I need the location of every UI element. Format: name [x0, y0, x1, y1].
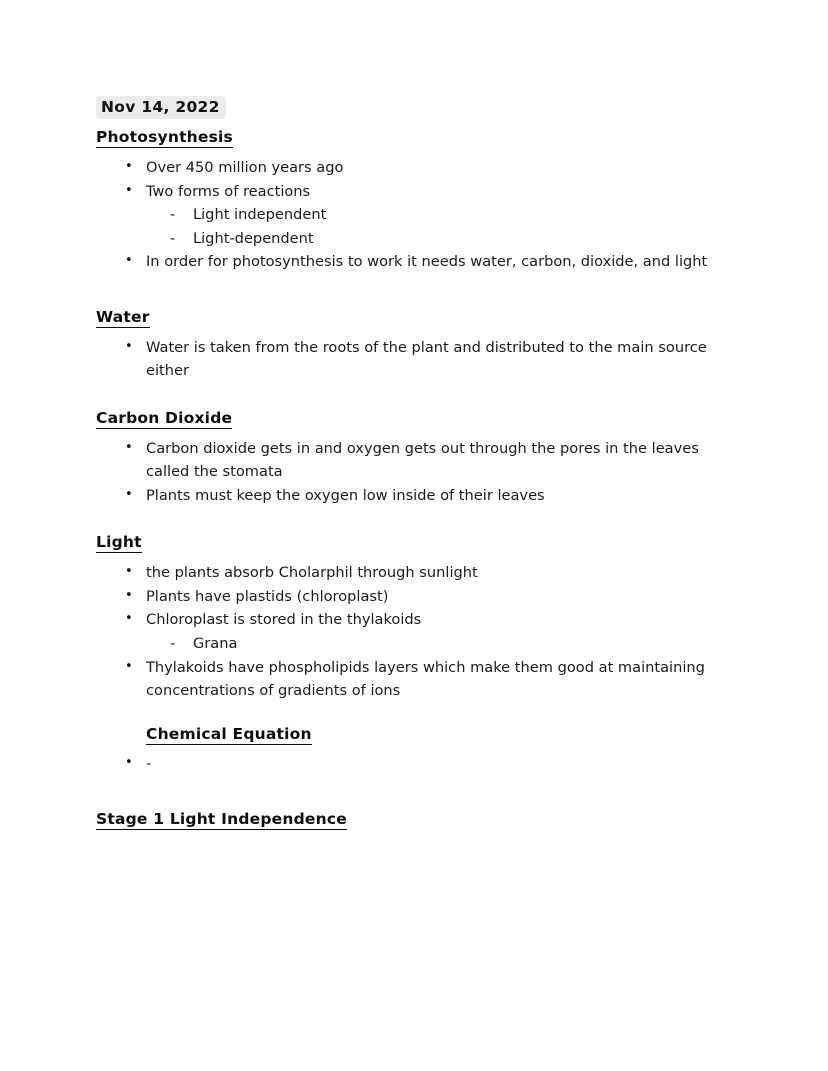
- list-item-text: -: [146, 755, 152, 773]
- sub-list-item: [96, 632, 732, 656]
- list-item-text: Two forms of reactions: [146, 182, 311, 200]
- list-item-text: Plants must keep the oxygen low inside of their leaves: [146, 486, 545, 504]
- sub-list-item: [96, 227, 732, 251]
- sub-list-photosynthesis: [96, 203, 732, 250]
- list-item-text: Over 450 million years ago: [146, 158, 344, 176]
- bullet-marker-icon: •: [125, 338, 133, 354]
- list-item-text: Thylakoids have phospholipids layers which make them good at maintaining concentrations of gradients of ions: [146, 658, 705, 700]
- sub-list-item: [96, 203, 732, 227]
- sub-list-item-text: Grana: [193, 634, 238, 652]
- spacer: [96, 147, 732, 156]
- bullet-list-light-cont: [96, 656, 732, 703]
- bullet-marker-icon: •: [125, 611, 133, 627]
- bullet-marker-icon: •: [125, 486, 133, 502]
- sub-list-light: [96, 632, 732, 656]
- bullet-list-carbon-dioxide: [96, 437, 732, 508]
- list-item-text: In order for photosynthesis to work it needs water, carbon, dioxide, and light: [146, 253, 708, 271]
- spacer: [96, 383, 732, 409]
- list-item-text: Chloroplast is stored in the thylakoids: [146, 611, 422, 629]
- section-heading-carbon-dioxide-text: Carbon Dioxide: [96, 408, 233, 427]
- sub-list-item-text: Light independent: [193, 206, 327, 224]
- bullet-list-photosynthesis: [96, 156, 732, 203]
- date-line: [96, 96, 732, 119]
- list-item: [96, 752, 732, 776]
- bullet-marker-icon: •: [125, 182, 133, 198]
- section-heading-water: [96, 308, 732, 327]
- section-heading-photosynthesis-text: Photosynthesis: [96, 128, 233, 147]
- bullet-list-photosynthesis-cont: [96, 250, 732, 274]
- spacer: [96, 507, 732, 533]
- section-heading-stage-1-light-independence: [96, 810, 732, 829]
- bullet-list-light: [96, 561, 732, 632]
- list-item: [96, 561, 732, 585]
- date-chip: Nov 14, 2022: [96, 96, 226, 119]
- document-body: [96, 96, 732, 829]
- bullet-marker-icon: •: [125, 158, 133, 174]
- list-item: [96, 608, 732, 632]
- list-item: [96, 656, 732, 703]
- section-heading-water-text: Water: [96, 308, 150, 327]
- list-item-text: the plants absorb Cholarphil through sunlight: [146, 564, 478, 582]
- list-item: [96, 336, 732, 383]
- bullet-marker-icon: •: [125, 253, 133, 269]
- spacer: [96, 327, 732, 336]
- bullet-marker-icon: •: [125, 439, 133, 455]
- section-heading-carbon-dioxide: [96, 409, 732, 428]
- list-item-text: Plants have plastids (chloroplast): [146, 587, 389, 605]
- bullet-marker-icon: •: [125, 658, 133, 674]
- spacer: [96, 703, 732, 725]
- bullet-marker-icon: •: [125, 755, 133, 771]
- list-item: [96, 250, 732, 274]
- list-item-text: Water is taken from the roots of the plant and distributed to the main source either: [146, 338, 707, 380]
- spacer: [96, 776, 732, 810]
- bullet-marker-icon: •: [125, 587, 133, 603]
- list-item: [96, 180, 732, 204]
- spacer: [96, 552, 732, 561]
- section-heading-light-text: Light: [96, 533, 142, 552]
- bullet-marker-icon: •: [125, 564, 133, 580]
- list-item: [96, 437, 732, 484]
- subsection-heading-chemical-equation: [146, 725, 732, 744]
- dash-marker-icon: -: [170, 634, 176, 652]
- section-heading-stage-1-light-independence-text: Stage 1 Light Independence: [96, 810, 347, 829]
- list-item: [96, 585, 732, 609]
- list-item-text: Carbon dioxide gets in and oxygen gets out through the pores in the leaves called the stomata: [146, 439, 699, 481]
- bullet-list-water: [96, 336, 732, 383]
- list-item: [96, 156, 732, 180]
- dash-marker-icon: -: [170, 206, 176, 224]
- dash-marker-icon: -: [170, 229, 176, 247]
- section-heading-light: [96, 533, 732, 552]
- subsection-heading-chemical-equation-text: Chemical Equation: [146, 724, 312, 743]
- bullet-list-chemical-equation: [96, 752, 732, 776]
- spacer: [96, 274, 732, 308]
- list-item: [96, 484, 732, 508]
- sub-list-item-text: Light-dependent: [193, 229, 314, 247]
- section-heading-photosynthesis: [96, 128, 732, 147]
